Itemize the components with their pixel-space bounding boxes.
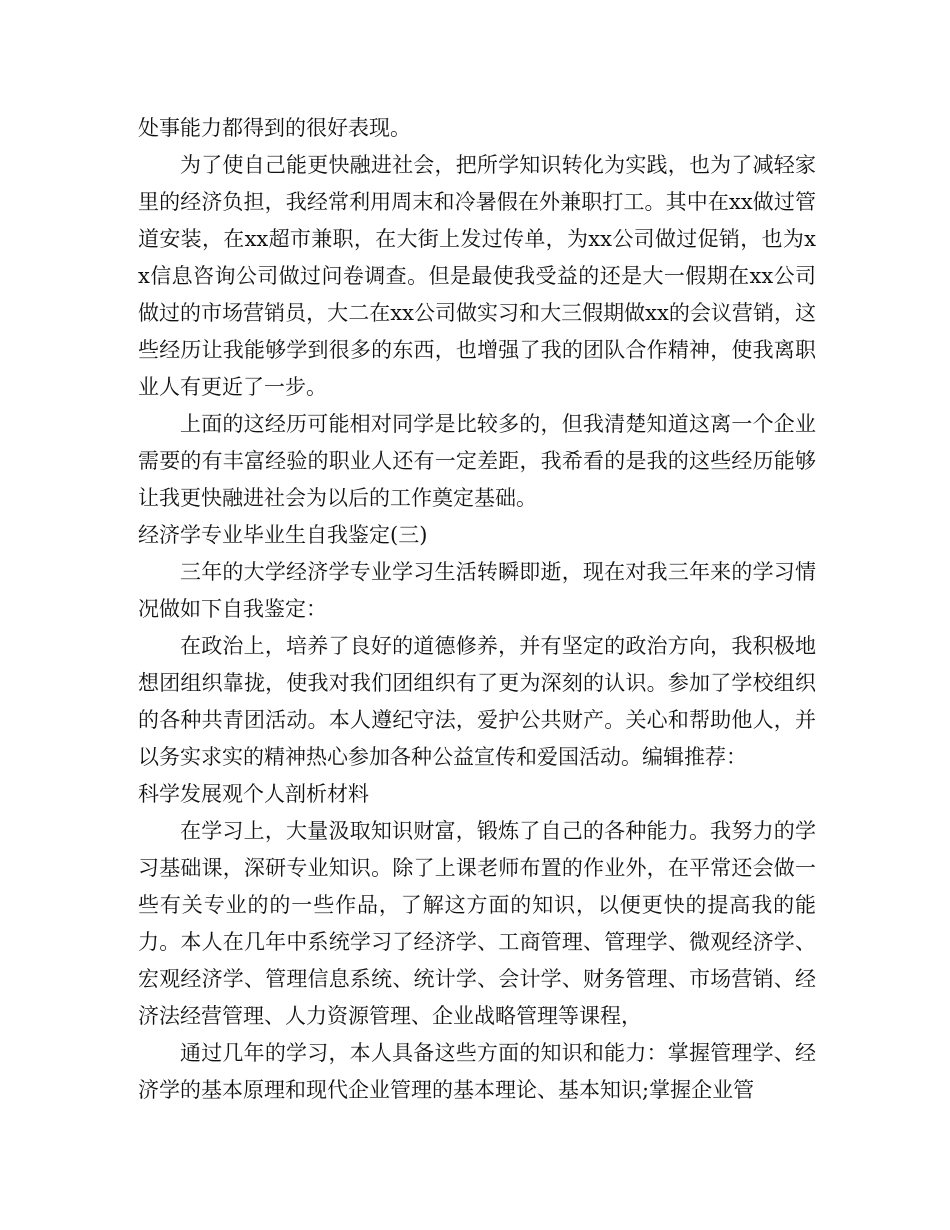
section-heading: 经济学专业毕业生自我鉴定(三): [138, 523, 428, 547]
document-body: [138, 110, 816, 1109]
paragraph-continuation: 处事能力都得到的很好表现。: [138, 116, 411, 140]
recommended-link[interactable]: 科学发展观个人剖析材料: [138, 782, 369, 806]
paragraph-part-time-work: 为了使自己能更快融进社会，把所学知识转化为实践，也为了减轻家里的经济负担，我经常利用周末和冷暑假在外兼职打工。其中在xx做过管道安装，在xx超市兼职，在大街上发过传单，为xx公司做过促销，也为xx信息咨询公司做过问卷调查。但是最使我受益的还是大一假期在xx公司做过的市场营销员，大二在xx公司做实习和大三假期做xx的会议营销，这些经历让我能够学到很多的东西，也增强了我的团队合作精神，使我离职业人有更近了一步。: [138, 153, 816, 399]
paragraph-study: 在学习上，大量汲取知识财富，锻炼了自己的各种能力。我努力的学习基础课，深研专业知识。除了上课老师布置的作业外，在平常还会做一些有关专业的的一些作品，了解这方面的知识，以便更快的提高我的能力。本人在几年中系统学习了经济学、工商管理、管理学、微观经济学、宏观经济学、管理信息系统、统计学、会计学、财务管理、市场营销、经济法经营管理、人力资源管理、企业战略管理等课程，: [138, 819, 816, 1028]
paragraph-intro: 三年的大学经济学专业学习生活转瞬即逝，现在对我三年来的学习情况做如下自我鉴定：: [138, 560, 816, 621]
paragraph-experience-summary: 上面的这经历可能相对同学是比较多的，但我清楚知道这离一个企业需要的有丰富经验的职业人还有一定差距，我希看的是我的这些经历能够让我更快融进社会为以后的工作奠定基础。: [138, 412, 816, 510]
paragraph-politics: 在政治上，培养了良好的道德修养，并有坚定的政治方向，我积极地想团组织靠拢，使我对我们团组织有了更为深刻的认识。参加了学校组织的各种共青团活动。本人遵纪守法，爱护公共财产。关心和帮助他人，并以务实求实的精神热心参加各种公益宣传和爱国活动。编辑推荐：: [138, 634, 816, 769]
paragraph-abilities: 通过几年的学习，本人具备这些方面的知识和能力：掌握管理学、经济学的基本原理和现代企业管理的基本理论、基本知识;掌握企业管: [138, 1041, 816, 1102]
